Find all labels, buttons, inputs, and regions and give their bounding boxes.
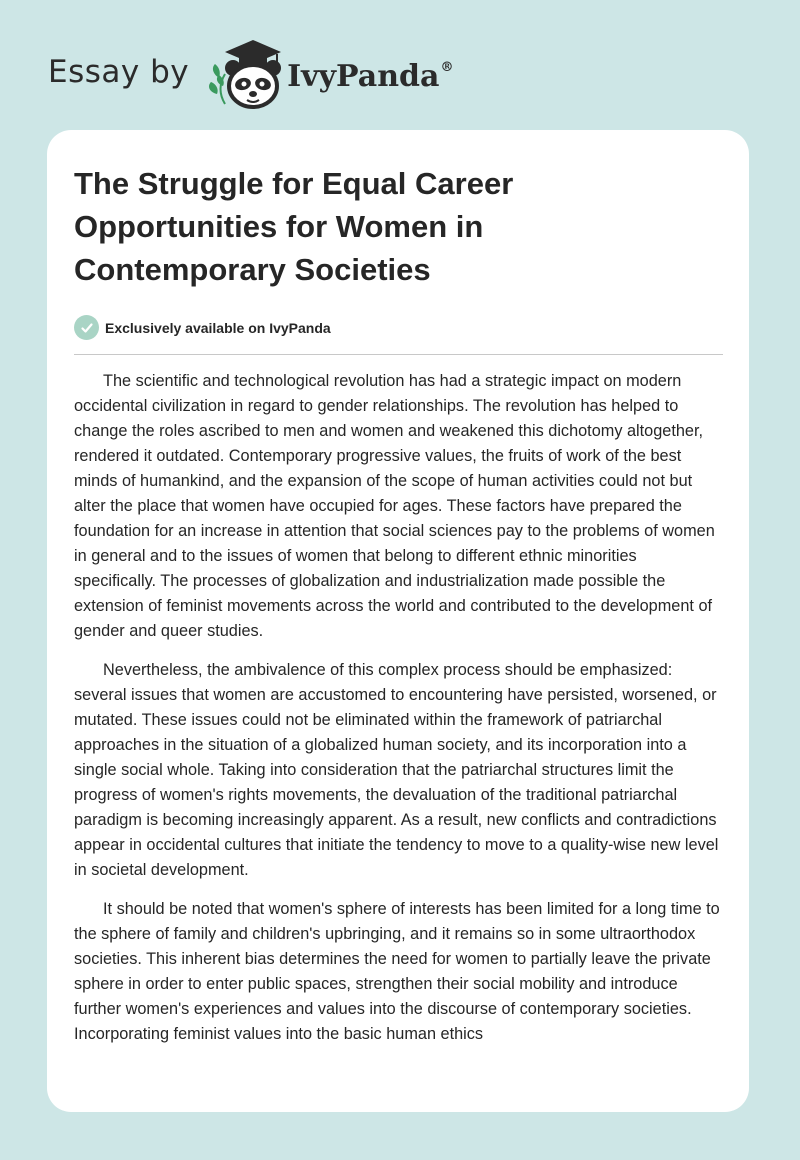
exclusive-badge	[74, 315, 723, 340]
essay-by-label: Essay by	[48, 54, 190, 90]
exclusive-label: Exclusively available on IvyPanda	[105, 319, 331, 336]
site-header	[48, 34, 453, 114]
paragraph: The scientific and technological revolution has had a strategic impact on modern occidental civilization in regard to gender relationships. The revolution has helped to change the roles ascribed to men and women and weakened this dichotomy altogether, rendered it outdated. Contemporary progressive values, the fruits of work of the best minds of humankind, and the expansion of the scope of human activities could not but alter the place that women have occupied for ages. These factors have prepared the foundation for an increase in attention that social sciences pay to the problems of women in general and to the issues of women that belong to different ethnic minorities specifically. The processes of globalization and industrialization made possible the extension of feminist movements across the world and contributed to the development of gender and queer studies.	[74, 372, 715, 640]
panda-graduation-cap-icon[interactable]	[203, 34, 293, 114]
paragraph: It should be noted that women's sphere of interests has been limited for a long time to the sphere of family and children's upbringing, and it remains so in some ultraorthodox societies. This inherent bias determines the need for women to partially leave the private sphere in order to enter public spaces, strengthen their social mobility and introduce further women's experiences and values into the discourse of contemporary societies. Incorporating feminist values into the basic human ethics	[74, 900, 720, 1043]
check-circle-icon	[74, 315, 99, 340]
divider	[74, 354, 723, 355]
paragraph: Nevertheless, the ambivalence of this complex process should be emphasized: several issues that women are accustomed to encountering have persisted, worsened, or mutated. These issues could not be eliminated within the framework of patriarchal approaches in the situation of a globalized human society, and its incorporation into a single social whole. Taking into consideration that the patriarchal structures limit the progress of women's rights movements, the devaluation of the traditional patriarchal paradigm is becoming increasingly apparent. As a result, new conflicts and contradictions appear in occidental cultures that initiate the tendency to move to a quality-wise new level in societal development.	[74, 661, 719, 879]
trademark-symbol: ®	[440, 59, 454, 75]
essay-card	[47, 130, 749, 1112]
brand-name[interactable]: IvyPanda®	[287, 58, 454, 94]
essay-title: The Struggle for Equal Career Opportunities for Women in Contemporary Societies	[74, 166, 514, 287]
essay-body	[74, 369, 723, 1047]
